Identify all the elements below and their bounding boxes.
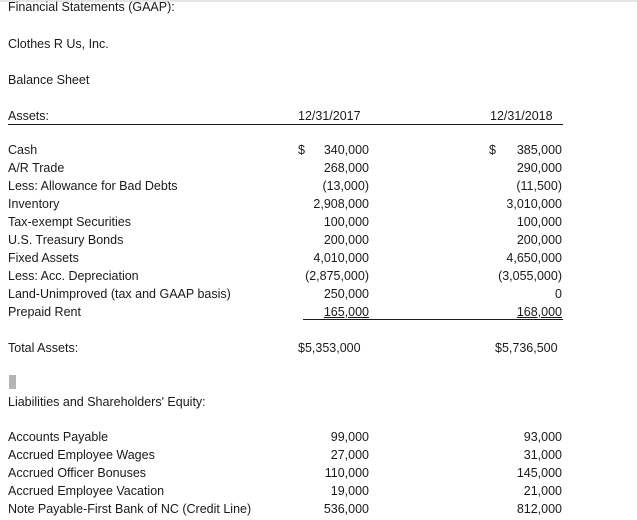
table-row: [0, 466, 637, 484]
company-name: Clothes R Us, Inc.: [8, 37, 109, 51]
row-label: Note Payable-First Bank of NC (Credit Line): [8, 502, 252, 516]
assets-header: Assets:: [8, 109, 49, 123]
text-cursor: [9, 375, 16, 389]
row-label: Less: Acc. Depreciation: [8, 269, 139, 283]
value-2017: 19,000: [330, 484, 369, 498]
dollar-sign: $: [298, 143, 305, 157]
table-row: [0, 287, 637, 305]
value-2018: 0: [555, 287, 562, 301]
value-2017: (2,875,000): [305, 269, 369, 283]
table-row: [0, 233, 637, 251]
value-2018: 145,000: [516, 466, 562, 480]
value-2018: 21,000: [523, 484, 562, 498]
value-2017: 165,000: [323, 305, 369, 319]
table-row: [0, 251, 637, 269]
total-assets-2018: $5,736,500: [495, 341, 558, 355]
value-2017: 110,000: [324, 466, 369, 480]
value-2017: 100,000: [323, 215, 369, 229]
table-row: [0, 430, 637, 448]
value-2018: 168,000: [516, 305, 562, 319]
liabilities-header: Liabilities and Shareholders' Equity:: [8, 395, 206, 409]
table-row: [0, 161, 637, 179]
table-row: [0, 215, 637, 233]
document-heading: Financial Statements (GAAP):: [8, 0, 175, 14]
row-label: Accounts Payable: [8, 430, 109, 444]
value-2017: 99,000: [330, 430, 369, 444]
row-label: U.S. Treasury Bonds: [8, 233, 124, 247]
value-2018: 200,000: [516, 233, 562, 247]
header-underline: [8, 124, 563, 125]
row-label: Less: Allowance for Bad Debts: [8, 179, 178, 193]
table-row: [0, 197, 637, 215]
statement-title: Balance Sheet: [8, 73, 90, 87]
row-label: Tax-exempt Securities: [8, 215, 131, 229]
value-2018: 4,650,000: [506, 251, 562, 265]
row-label: Inventory: [8, 197, 60, 211]
table-row: [0, 484, 637, 502]
value-2018: (3,055,000): [498, 269, 562, 283]
value-2017: (13,000): [322, 179, 369, 193]
total-assets-label: Total Assets:: [8, 341, 79, 355]
total-assets-2017: $5,353,000: [298, 341, 361, 355]
row-label: Cash: [8, 143, 38, 157]
value-2017: 250,000: [323, 287, 369, 301]
row-label: Prepaid Rent: [8, 305, 81, 319]
value-2017: 340,000: [323, 143, 369, 157]
row-label: Accrued Officer Bonuses: [8, 466, 147, 480]
table-row: [0, 305, 637, 323]
value-2018: 100,000: [516, 215, 562, 229]
value-2017: 200,000: [323, 233, 369, 247]
row-label: Accrued Employee Vacation: [8, 484, 165, 498]
value-2017: 268,000: [323, 161, 369, 175]
value-2018: 31,000: [523, 448, 562, 462]
row-label: A/R Trade: [8, 161, 65, 175]
table-row: [0, 143, 637, 161]
value-2018: 93,000: [523, 430, 562, 444]
column-header-2018: 12/31/2018: [490, 109, 553, 123]
table-row: [0, 269, 637, 287]
total-assets-row: [0, 341, 637, 359]
value-2018: 812,000: [516, 502, 562, 516]
row-label: Fixed Assets: [8, 251, 79, 265]
value-2018: 385,000: [516, 143, 562, 157]
value-2017: 4,010,000: [313, 251, 369, 265]
table-row: [0, 179, 637, 197]
value-2017: 536,000: [323, 502, 369, 516]
column-header-2017: 12/31/2017: [298, 109, 361, 123]
value-2018: 3,010,000: [506, 197, 562, 211]
value-2017: 27,000: [330, 448, 369, 462]
row-label: Land-Unimproved (tax and GAAP basis): [8, 287, 231, 301]
subtotal-rule: [303, 319, 563, 320]
table-row: [0, 448, 637, 466]
table-row: [0, 502, 637, 520]
value-2017: 2,908,000: [313, 197, 369, 211]
value-2018: 290,000: [516, 161, 562, 175]
dollar-sign: $: [489, 143, 496, 157]
row-label: Accrued Employee Wages: [8, 448, 155, 462]
value-2018: (11,500): [516, 179, 562, 193]
